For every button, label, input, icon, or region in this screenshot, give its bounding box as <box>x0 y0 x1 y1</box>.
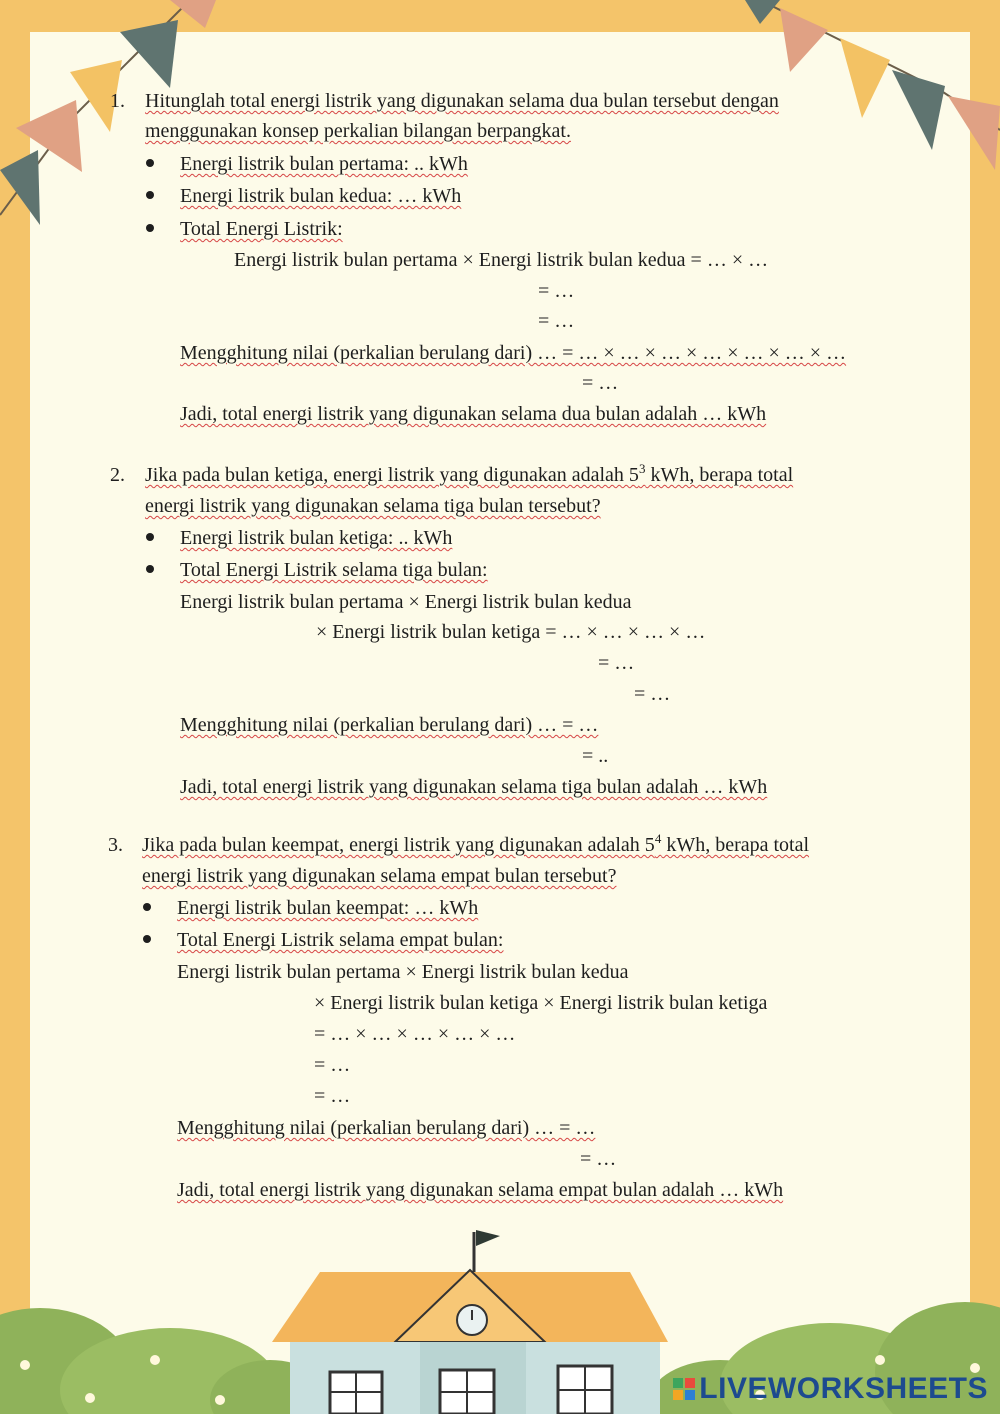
q1-text-line2: menggunakan konsep perkalian bilangan berpangkat. <box>145 120 571 142</box>
q3-conclusion: Jadi, total energi listrik yang digunakan selama empat bulan adalah … kWh <box>177 1179 784 1201</box>
q2-text-line1: Jika pada bulan ketiga, energi listrik yang digunakan adalah $5^3$ kWh, berapa total <box>145 461 794 486</box>
q3-repeat-line: Mengghitung nilai (perkalian berulang dari) … = … <box>177 1117 596 1139</box>
q2-exponent: 3 <box>638 461 646 476</box>
q3-exponent: 4 <box>654 831 662 846</box>
q3-text-line2: energi listrik yang digunakan selama empat bulan tersebut? <box>142 865 617 887</box>
q3-bullet-month4: Energi listrik bulan keempat: … kWh <box>177 897 479 919</box>
q2-calc-line4: = … <box>634 683 671 705</box>
q1-bullet-month2: Energi listrik bulan kedua: … kWh <box>180 185 462 207</box>
q3-text-line1: Jika pada bulan keempat, energi listrik yang digunakan adalah $5^4$ kWh, berapa total <box>142 831 810 856</box>
bullet-dot <box>143 935 151 943</box>
q3-calc-line5: = … <box>314 1085 351 1107</box>
q3-calc-line3: = … × … × … × … × … <box>314 1023 516 1045</box>
q2-bullet-total: Total Energi Listrik selama tiga bulan: <box>180 559 488 581</box>
bullet-dot <box>146 159 154 167</box>
bullet-dot <box>146 565 154 573</box>
q1-calc-line2: = … <box>538 280 575 302</box>
q2-calc-line2: × Energi listrik bulan ketiga = … × … × … × … <box>316 621 706 643</box>
bullet-dot <box>146 533 154 541</box>
q1-bullet-month1: Energi listrik bulan pertama: .. kWh <box>180 153 468 175</box>
q3-bullet-total: Total Energi Listrik selama empat bulan: <box>177 929 504 951</box>
q3-calc-line2: × Energi listrik bulan ketiga × Energi listrik bulan ketiga <box>314 992 768 1014</box>
q2-repeat-result: = .. <box>582 745 609 767</box>
q3-repeat-result: = … <box>580 1148 617 1170</box>
q1-repeat-line: Mengghitung nilai (perkalian berulang dari) … = … × … × … × … × … × … × … <box>180 342 847 364</box>
q2-text-line2: energi listrik yang digunakan selama tiga bulan tersebut? <box>145 495 601 517</box>
q2-bullet-month3: Energi listrik bulan ketiga: .. kWh <box>180 527 453 549</box>
q1-repeat-result: = … <box>582 372 619 394</box>
q2-calc-line3: = … <box>598 652 635 674</box>
q2-number: 2. <box>110 464 125 486</box>
q2-calc-line1: Energi listrik bulan pertama × Energi listrik bulan kedua <box>180 591 632 613</box>
logo-text: LIVEWORKSHEETS <box>699 1372 988 1405</box>
bullet-dot <box>146 191 154 199</box>
q1-number: 1. <box>110 90 125 112</box>
q3-number: 3. <box>108 834 123 856</box>
bunting-right <box>745 0 1000 170</box>
q1-bullet-total: Total Energi Listrik: <box>180 218 343 240</box>
q2-repeat-line: Mengghitung nilai (perkalian berulang dari) … = … <box>180 714 599 736</box>
q3-calc-line1: Energi listrik bulan pertama × Energi listrik bulan kedua <box>177 961 629 983</box>
q1-calc-line1: Energi listrik bulan pertama × Energi listrik bulan kedua = … × … <box>234 249 769 271</box>
q1-calc-line3: = … <box>538 310 575 332</box>
school-house <box>272 1230 668 1414</box>
liveworksheets-logo-icon <box>673 1378 695 1400</box>
bullet-dot <box>143 903 151 911</box>
q2-conclusion: Jadi, total energi listrik yang digunakan selama tiga bulan adalah … kWh <box>180 776 768 798</box>
q1-conclusion: Jadi, total energi listrik yang digunakan selama dua bulan adalah … kWh <box>180 403 767 425</box>
bullet-dot <box>146 224 154 232</box>
q1-text-line1: Hitunglah total energi listrik yang digunakan selama dua bulan tersebut dengan <box>145 90 779 112</box>
liveworksheets-logo[interactable] <box>673 1372 988 1406</box>
q3-calc-line4: = … <box>314 1054 351 1076</box>
